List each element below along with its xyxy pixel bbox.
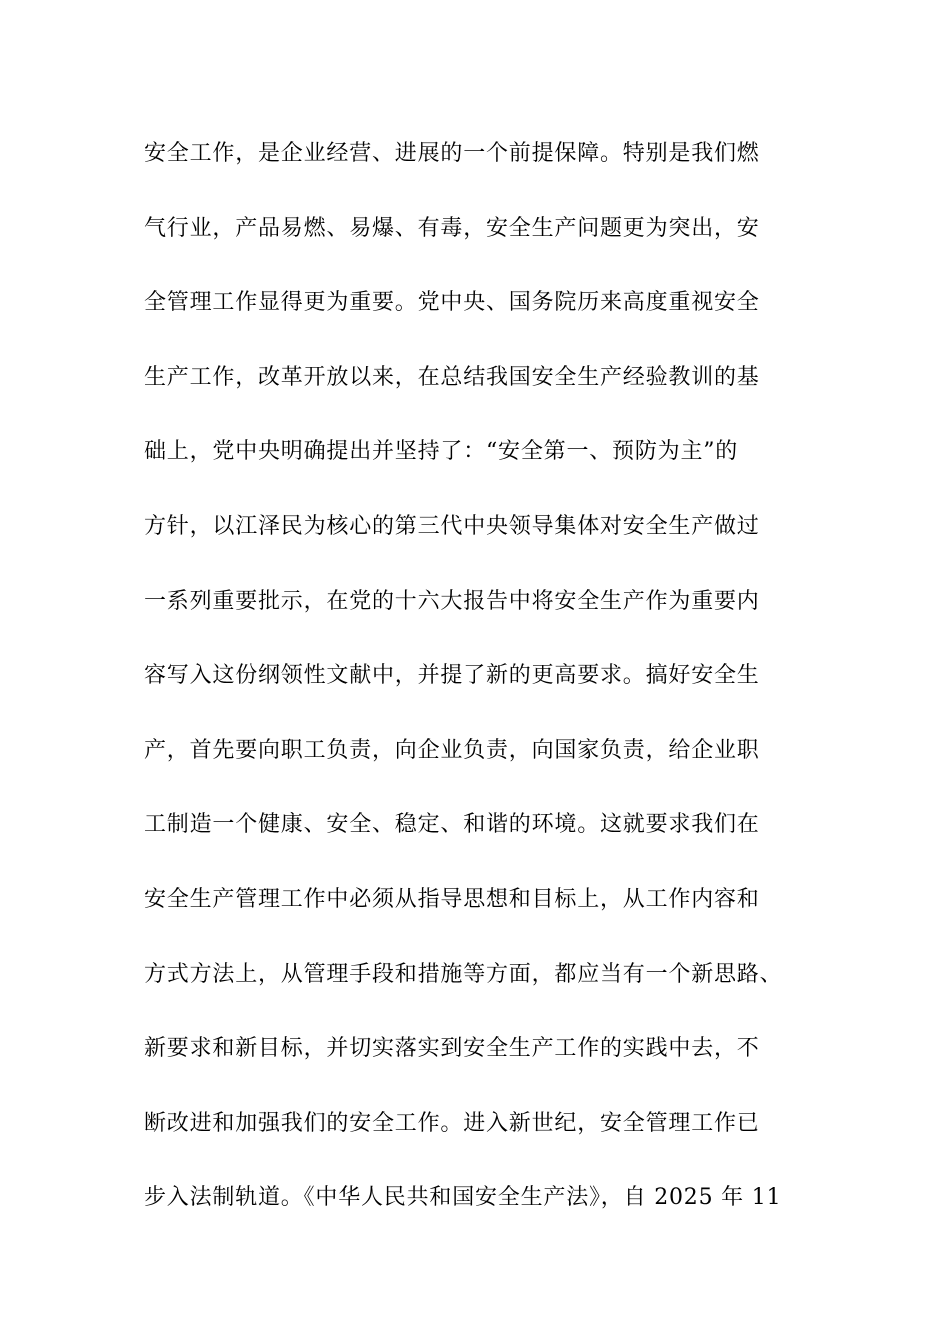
text-line: 一系列重要批示，在党的十六大报告中将安全生产作为重要内	[144, 588, 760, 614]
text-line: 生产工作，改革开放以来，在总结我国安全生产经验教训的基	[144, 364, 760, 390]
text-line: 气行业，产品易燃、易爆、有毒，安全生产问题更为突出，安	[144, 215, 760, 241]
text-line: 方针，以江泽民为核心的第三代中央领导集体对安全生产做过	[144, 513, 760, 539]
text-line: 产，首先要向职工负责，向企业负责，向国家负责，给企业职	[144, 737, 760, 763]
text-line: 断改进和加强我们的安全工作。进入新世纪，安全管理工作已	[144, 1110, 760, 1136]
text-line: 全管理工作显得更为重要。党中央、国务院历来高度重视安全	[144, 290, 760, 316]
text-line: 安全工作，是企业经营、进展的一个前提保障。特别是我们燃	[144, 141, 760, 166]
text-line: 安全生产管理工作中必须从指导思想和目标上，从工作内容和	[144, 886, 760, 912]
text-line: 步入法制轨道。《中华人民共和国安全生产法》，自 2025 年 11	[144, 1185, 782, 1211]
text-line: 础上，党中央明确提出并坚持了：“安全第一、预防为主”的	[144, 439, 739, 465]
text-line: 容写入这份纲领性文献中，并提了新的更高要求。搞好安全生	[144, 663, 760, 689]
text-line: 方式方法上，从管理手段和措施等方面，都应当有一个新思路、	[144, 961, 783, 987]
text-line: 工制造一个健康、安全、稳定、和谐的环境。这就要求我们在	[144, 812, 760, 838]
body-paragraph	[144, 134, 824, 1253]
text-line: 新要求和新目标，并切实落实到安全生产工作的实践中去，不	[144, 1036, 760, 1062]
